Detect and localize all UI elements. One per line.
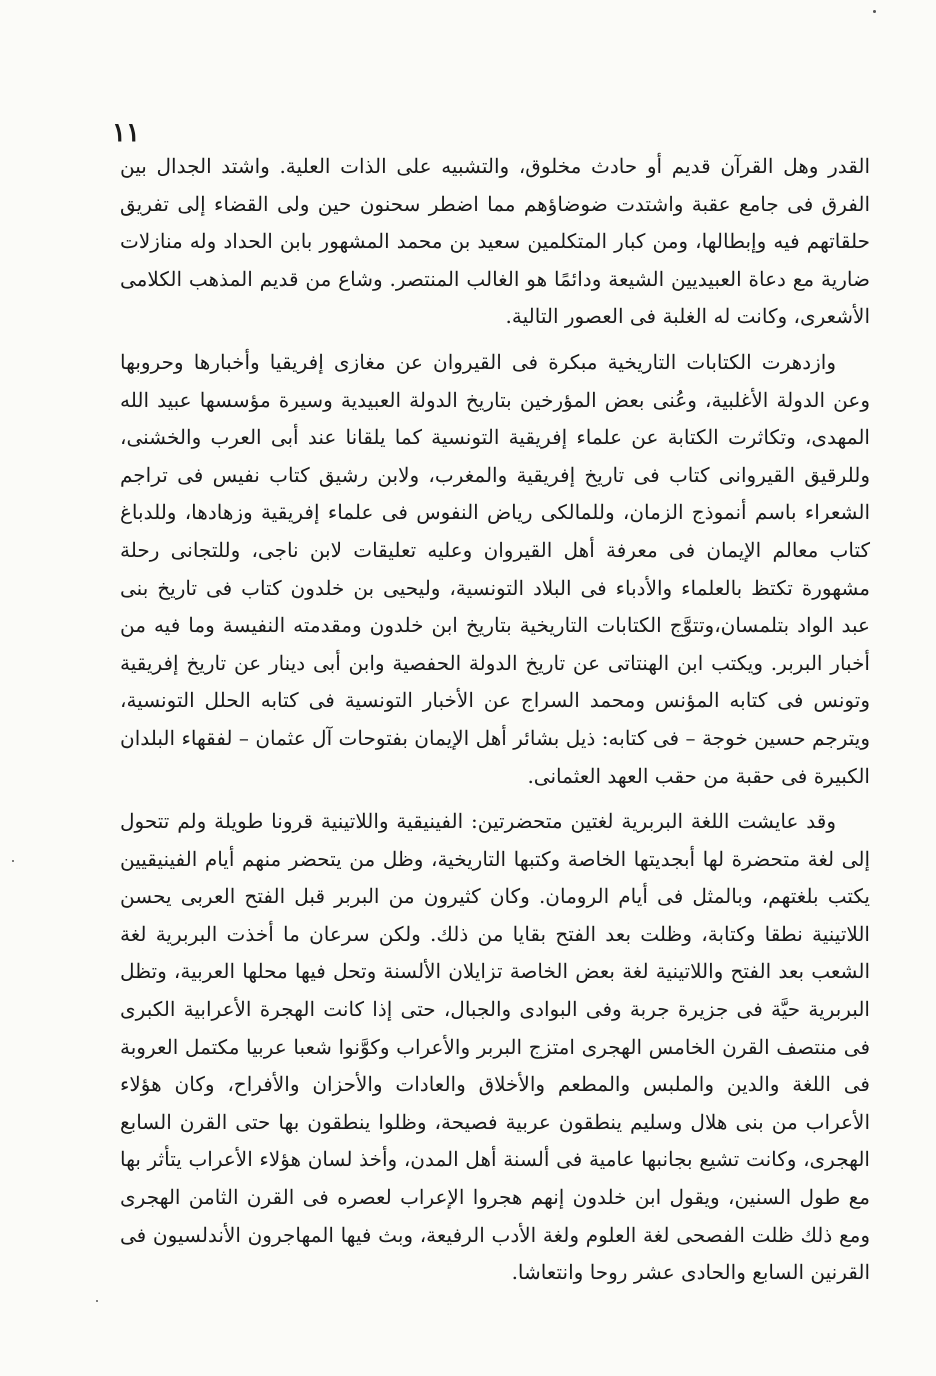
scan-speck xyxy=(12,860,14,862)
page-number: ١١ xyxy=(112,118,140,148)
paragraph: وقد عايشت اللغة البربرية لغتين متحضرتين: الفينيقية واللاتينية قرونا طويلة ولم تتحول إلى لغة متحضرة لها أبجديتها الخاصة وكتبها التاريخية، وظل من يتحضر منهم أيام الفينيقيين يكتب بلغتهم، وبالمثل فى أيام الرومان. وكان كثيرون من البربر قبل الفتح العربى يحسن اللاتينية نطقا وكتابة، وظلت بعد الفتح بقايا من ذلك. ولكن سرعان ما أخذت البربرية لغة الشعب بعد الفتح واللاتينية لغة بعض الخاصة تزايلان الألسنة وتحل فيها محلها العربية، وتظل البربرية حيَّة فى جزيرة جربة وفى البوادى والجبال، حتى إذا كانت الهجرة الأعرابية الكبرى فى منتصف القرن الخامس الهجرى امتزج البربر والأعراب وكوَّنوا شعبا عربيا مكتمل العروبة فى اللغة والدين والملبس والمطعم والأخلاق والعادات والأحزان والأفراح، وكان هؤلاء الأعراب من بنى هلال وسليم ينطقون عربية فصيحة، وظلوا ينطقون بها حتى القرن السابع الهجرى، وكانت تشيع بجانبها عامية فى ألسنة أهل المدن، وأخذ لسان هؤلاء الأعراب يتأثر بها مع طول السنين، ويقول ابن خلدون إنهم هجروا الإعراب لعصره فى القرن الثامن الهجرى ومع ذلك ظلت الفصحى لغة العلوم ولغة الأدب الرفيعة، وبث فيها المهاجرون الأندلسيون فى القرنين السابع والحادى عشر روحا وانتعاشا. xyxy=(120,809,870,1285)
page-body xyxy=(120,148,870,1292)
paragraph: القدر وهل القرآن قديم أو حادث مخلوق، والتشبيه على الذات العلية. واشتد الجدال بين الفرق فى جامع عقبة واشتدت ضوضاؤهم مما اضطر سحنون حين ولى القضاء إلى تفريق حلقاتهم فيه وإبطالها، ومن كبار المتكلمين سعيد بن محمد المشهور بابن الحداد وله منازلات ضارية مع دعاة العبيديين الشيعة ودائمًا هو الغالب المنتصر. وشاع من قديم المذهب الكلامى الأشعرى، وكانت له الغلبة فى العصور التالية. xyxy=(120,154,870,329)
scan-speck xyxy=(96,1300,98,1302)
scan-speck xyxy=(873,10,876,13)
paragraph: وازدهرت الكتابات التاريخية مبكرة فى القيروان عن مغازى إفريقيا وأخبارها وحروبها وعن الدولة الأغلبية، وعُنى بعض المؤرخين بتاريخ الدولة العبيدية وسيرة مؤسسها عبيد الله المهدى، وتكاثرت الكتابة عن علماء إفريقية التونسية كما يلقانا عند أبى العرب والخشنى، وللرقيق القيروانى كتاب فى تاريخ إفريقية والمغرب، ولابن رشيق كتاب نفيس فى تراجم الشعراء باسم أنموذج الزمان، وللمالكى رياض النفوس فى علماء إفريقية وزهادها، وللدباغ كتاب معالم الإيمان فى معرفة أهل القيروان وعليه تعليقات لابن ناجى، وللتجانى رحلة مشهورة تكتظ بالعلماء والأدباء فى البلاد التونسية، وليحيى بن خلدون كتاب فى تاريخ بنى عبد الواد بتلمسان،وتتوَّج الكتابات التاريخية بتاريخ ابن خلدون ومقدمته النفيسة وما فيه من أخبار البربر. ويكتب ابن الهنتاتى عن تاريخ الدولة الحفصية وابن أبى دينار عن تاريخ إفريقية وتونس فى كتابه المؤنس ومحمد السراج عن الأخبار التونسية فى كتابه الحلل التونسية، ويترجم حسين خوجة – فى كتابه: ذيل بشائر أهل الإيمان بفتوحات آل عثمان – لفقهاء البلدان الكبيرة فى حقبة من حقب العهد العثمانى. xyxy=(120,349,870,788)
